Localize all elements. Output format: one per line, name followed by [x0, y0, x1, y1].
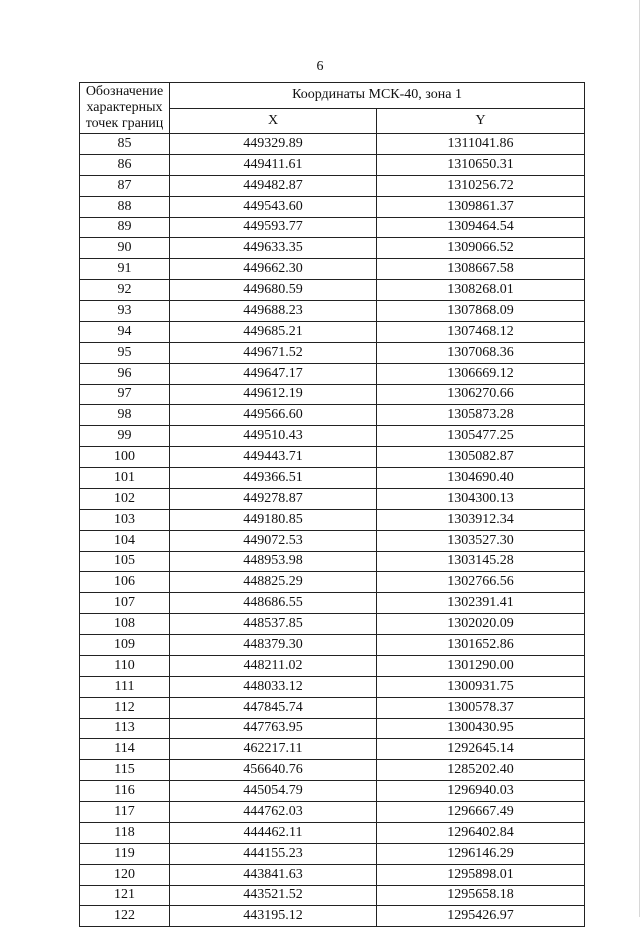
point-id-cell: 89 — [80, 217, 170, 238]
y-coordinate-cell: 1301290.00 — [377, 655, 585, 676]
x-coordinate-cell: 443521.52 — [170, 885, 377, 906]
y-coordinate-cell: 1309861.37 — [377, 196, 585, 217]
table-row — [80, 655, 585, 676]
table-row — [80, 342, 585, 363]
point-id-header: Обозначение характерных точек границ — [80, 83, 170, 134]
point-id-cell: 93 — [80, 301, 170, 322]
x-coordinate-cell: 449688.23 — [170, 301, 377, 322]
x-coordinate-cell: 449685.21 — [170, 321, 377, 342]
point-id-cell: 104 — [80, 530, 170, 551]
x-coordinate-cell: 449633.35 — [170, 238, 377, 259]
point-id-cell: 106 — [80, 572, 170, 593]
table-row — [80, 301, 585, 322]
table-row — [80, 614, 585, 635]
table-row — [80, 509, 585, 530]
table-row — [80, 384, 585, 405]
x-coordinate-cell: 449647.17 — [170, 363, 377, 384]
table-row — [80, 802, 585, 823]
x-coordinate-cell: 449180.85 — [170, 509, 377, 530]
table-row — [80, 781, 585, 802]
x-coordinate-cell: 449680.59 — [170, 280, 377, 301]
point-id-cell: 120 — [80, 864, 170, 885]
point-id-cell: 91 — [80, 259, 170, 280]
x-coordinate-cell: 448953.98 — [170, 551, 377, 572]
table-row — [80, 697, 585, 718]
point-id-cell: 113 — [80, 718, 170, 739]
y-coordinate-cell: 1296402.84 — [377, 822, 585, 843]
point-id-cell: 96 — [80, 363, 170, 384]
table-row — [80, 488, 585, 509]
y-coordinate-cell: 1310256.72 — [377, 175, 585, 196]
y-coordinate-cell: 1285202.40 — [377, 760, 585, 781]
table-row — [80, 843, 585, 864]
y-column-header: Y — [377, 108, 585, 134]
point-id-cell: 112 — [80, 697, 170, 718]
x-coordinate-cell: 449411.61 — [170, 154, 377, 175]
table-row — [80, 885, 585, 906]
table-row — [80, 447, 585, 468]
point-id-cell: 107 — [80, 593, 170, 614]
x-coordinate-cell: 449662.30 — [170, 259, 377, 280]
y-coordinate-cell: 1309066.52 — [377, 238, 585, 259]
x-coordinate-cell: 448379.30 — [170, 635, 377, 656]
point-id-cell: 108 — [80, 614, 170, 635]
y-coordinate-cell: 1305873.28 — [377, 405, 585, 426]
y-coordinate-cell: 1305082.87 — [377, 447, 585, 468]
point-id-cell: 111 — [80, 676, 170, 697]
point-id-cell: 87 — [80, 175, 170, 196]
y-coordinate-cell: 1302391.41 — [377, 593, 585, 614]
x-coordinate-cell: 449443.71 — [170, 447, 377, 468]
y-coordinate-cell: 1296146.29 — [377, 843, 585, 864]
x-coordinate-cell: 449072.53 — [170, 530, 377, 551]
x-coordinate-cell: 448211.02 — [170, 655, 377, 676]
table-row — [80, 426, 585, 447]
table-body — [80, 134, 585, 927]
x-coordinate-cell: 447845.74 — [170, 697, 377, 718]
y-coordinate-cell: 1310650.31 — [377, 154, 585, 175]
x-coordinate-cell: 448825.29 — [170, 572, 377, 593]
table-row — [80, 175, 585, 196]
point-id-cell: 121 — [80, 885, 170, 906]
table-row — [80, 405, 585, 426]
x-coordinate-cell: 448686.55 — [170, 593, 377, 614]
point-id-cell: 117 — [80, 802, 170, 823]
point-id-cell: 92 — [80, 280, 170, 301]
table-row — [80, 864, 585, 885]
point-id-cell: 88 — [80, 196, 170, 217]
table-row — [80, 551, 585, 572]
point-id-cell: 97 — [80, 384, 170, 405]
y-coordinate-cell: 1306669.12 — [377, 363, 585, 384]
x-coordinate-cell: 449566.60 — [170, 405, 377, 426]
point-id-cell: 116 — [80, 781, 170, 802]
y-coordinate-cell: 1300931.75 — [377, 676, 585, 697]
y-coordinate-cell: 1304690.40 — [377, 468, 585, 489]
table-row — [80, 196, 585, 217]
x-coordinate-cell: 443195.12 — [170, 906, 377, 927]
x-coordinate-cell: 448033.12 — [170, 676, 377, 697]
table-row — [80, 217, 585, 238]
point-id-cell: 98 — [80, 405, 170, 426]
table-row — [80, 530, 585, 551]
x-coordinate-cell: 456640.76 — [170, 760, 377, 781]
table-row — [80, 259, 585, 280]
table-row — [80, 906, 585, 927]
x-coordinate-cell: 449612.19 — [170, 384, 377, 405]
y-coordinate-cell: 1306270.66 — [377, 384, 585, 405]
y-coordinate-cell: 1307468.12 — [377, 321, 585, 342]
table-row — [80, 760, 585, 781]
y-coordinate-cell: 1302020.09 — [377, 614, 585, 635]
table-row — [80, 363, 585, 384]
table-row — [80, 238, 585, 259]
point-id-cell: 85 — [80, 134, 170, 155]
point-id-cell: 109 — [80, 635, 170, 656]
table-row — [80, 822, 585, 843]
y-coordinate-cell: 1301652.86 — [377, 635, 585, 656]
x-coordinate-cell: 444155.23 — [170, 843, 377, 864]
y-coordinate-cell: 1311041.86 — [377, 134, 585, 155]
point-id-cell: 90 — [80, 238, 170, 259]
y-coordinate-cell: 1308268.01 — [377, 280, 585, 301]
point-id-cell: 105 — [80, 551, 170, 572]
x-coordinate-cell: 449510.43 — [170, 426, 377, 447]
y-coordinate-cell: 1300578.37 — [377, 697, 585, 718]
table-row — [80, 718, 585, 739]
x-coordinate-cell: 449329.89 — [170, 134, 377, 155]
coordinates-system-header: Координаты МСК-40, зона 1 — [170, 83, 585, 109]
point-id-cell: 110 — [80, 655, 170, 676]
y-coordinate-cell: 1302766.56 — [377, 572, 585, 593]
x-column-header: X — [170, 108, 377, 134]
y-coordinate-cell: 1296940.03 — [377, 781, 585, 802]
table-row — [80, 321, 585, 342]
point-id-cell: 86 — [80, 154, 170, 175]
table-row — [80, 739, 585, 760]
table-header — [80, 83, 585, 134]
x-coordinate-cell: 448537.85 — [170, 614, 377, 635]
table-row — [80, 572, 585, 593]
point-id-cell: 95 — [80, 342, 170, 363]
y-coordinate-cell: 1303145.28 — [377, 551, 585, 572]
point-id-cell: 99 — [80, 426, 170, 447]
y-coordinate-cell: 1303912.34 — [377, 509, 585, 530]
coordinates-table — [79, 82, 585, 927]
y-coordinate-cell: 1292645.14 — [377, 739, 585, 760]
x-coordinate-cell: 449278.87 — [170, 488, 377, 509]
table-row — [80, 468, 585, 489]
y-coordinate-cell: 1295426.97 — [377, 906, 585, 927]
point-id-cell: 94 — [80, 321, 170, 342]
x-coordinate-cell: 449482.87 — [170, 175, 377, 196]
y-coordinate-cell: 1295658.18 — [377, 885, 585, 906]
x-coordinate-cell: 445054.79 — [170, 781, 377, 802]
table-row — [80, 635, 585, 656]
x-coordinate-cell: 449593.77 — [170, 217, 377, 238]
point-id-cell: 102 — [80, 488, 170, 509]
y-coordinate-cell: 1304300.13 — [377, 488, 585, 509]
point-id-cell: 115 — [80, 760, 170, 781]
table-row — [80, 676, 585, 697]
page-number: 6 — [316, 59, 324, 74]
y-coordinate-cell: 1308667.58 — [377, 259, 585, 280]
x-coordinate-cell: 443841.63 — [170, 864, 377, 885]
table-row — [80, 593, 585, 614]
point-id-cell: 122 — [80, 906, 170, 927]
point-id-cell: 114 — [80, 739, 170, 760]
y-coordinate-cell: 1295898.01 — [377, 864, 585, 885]
table-row — [80, 134, 585, 155]
y-coordinate-cell: 1305477.25 — [377, 426, 585, 447]
x-coordinate-cell: 449671.52 — [170, 342, 377, 363]
point-id-cell: 119 — [80, 843, 170, 864]
table-row — [80, 154, 585, 175]
x-coordinate-cell: 462217.11 — [170, 739, 377, 760]
y-coordinate-cell: 1300430.95 — [377, 718, 585, 739]
x-coordinate-cell: 444462.11 — [170, 822, 377, 843]
y-coordinate-cell: 1296667.49 — [377, 802, 585, 823]
x-coordinate-cell: 447763.95 — [170, 718, 377, 739]
point-id-cell: 103 — [80, 509, 170, 530]
point-id-cell: 100 — [80, 447, 170, 468]
x-coordinate-cell: 444762.03 — [170, 802, 377, 823]
x-coordinate-cell: 449543.60 — [170, 196, 377, 217]
point-id-cell: 118 — [80, 822, 170, 843]
point-id-cell: 101 — [80, 468, 170, 489]
y-coordinate-cell: 1307068.36 — [377, 342, 585, 363]
table-row — [80, 280, 585, 301]
y-coordinate-cell: 1309464.54 — [377, 217, 585, 238]
x-coordinate-cell: 449366.51 — [170, 468, 377, 489]
y-coordinate-cell: 1303527.30 — [377, 530, 585, 551]
y-coordinate-cell: 1307868.09 — [377, 301, 585, 322]
